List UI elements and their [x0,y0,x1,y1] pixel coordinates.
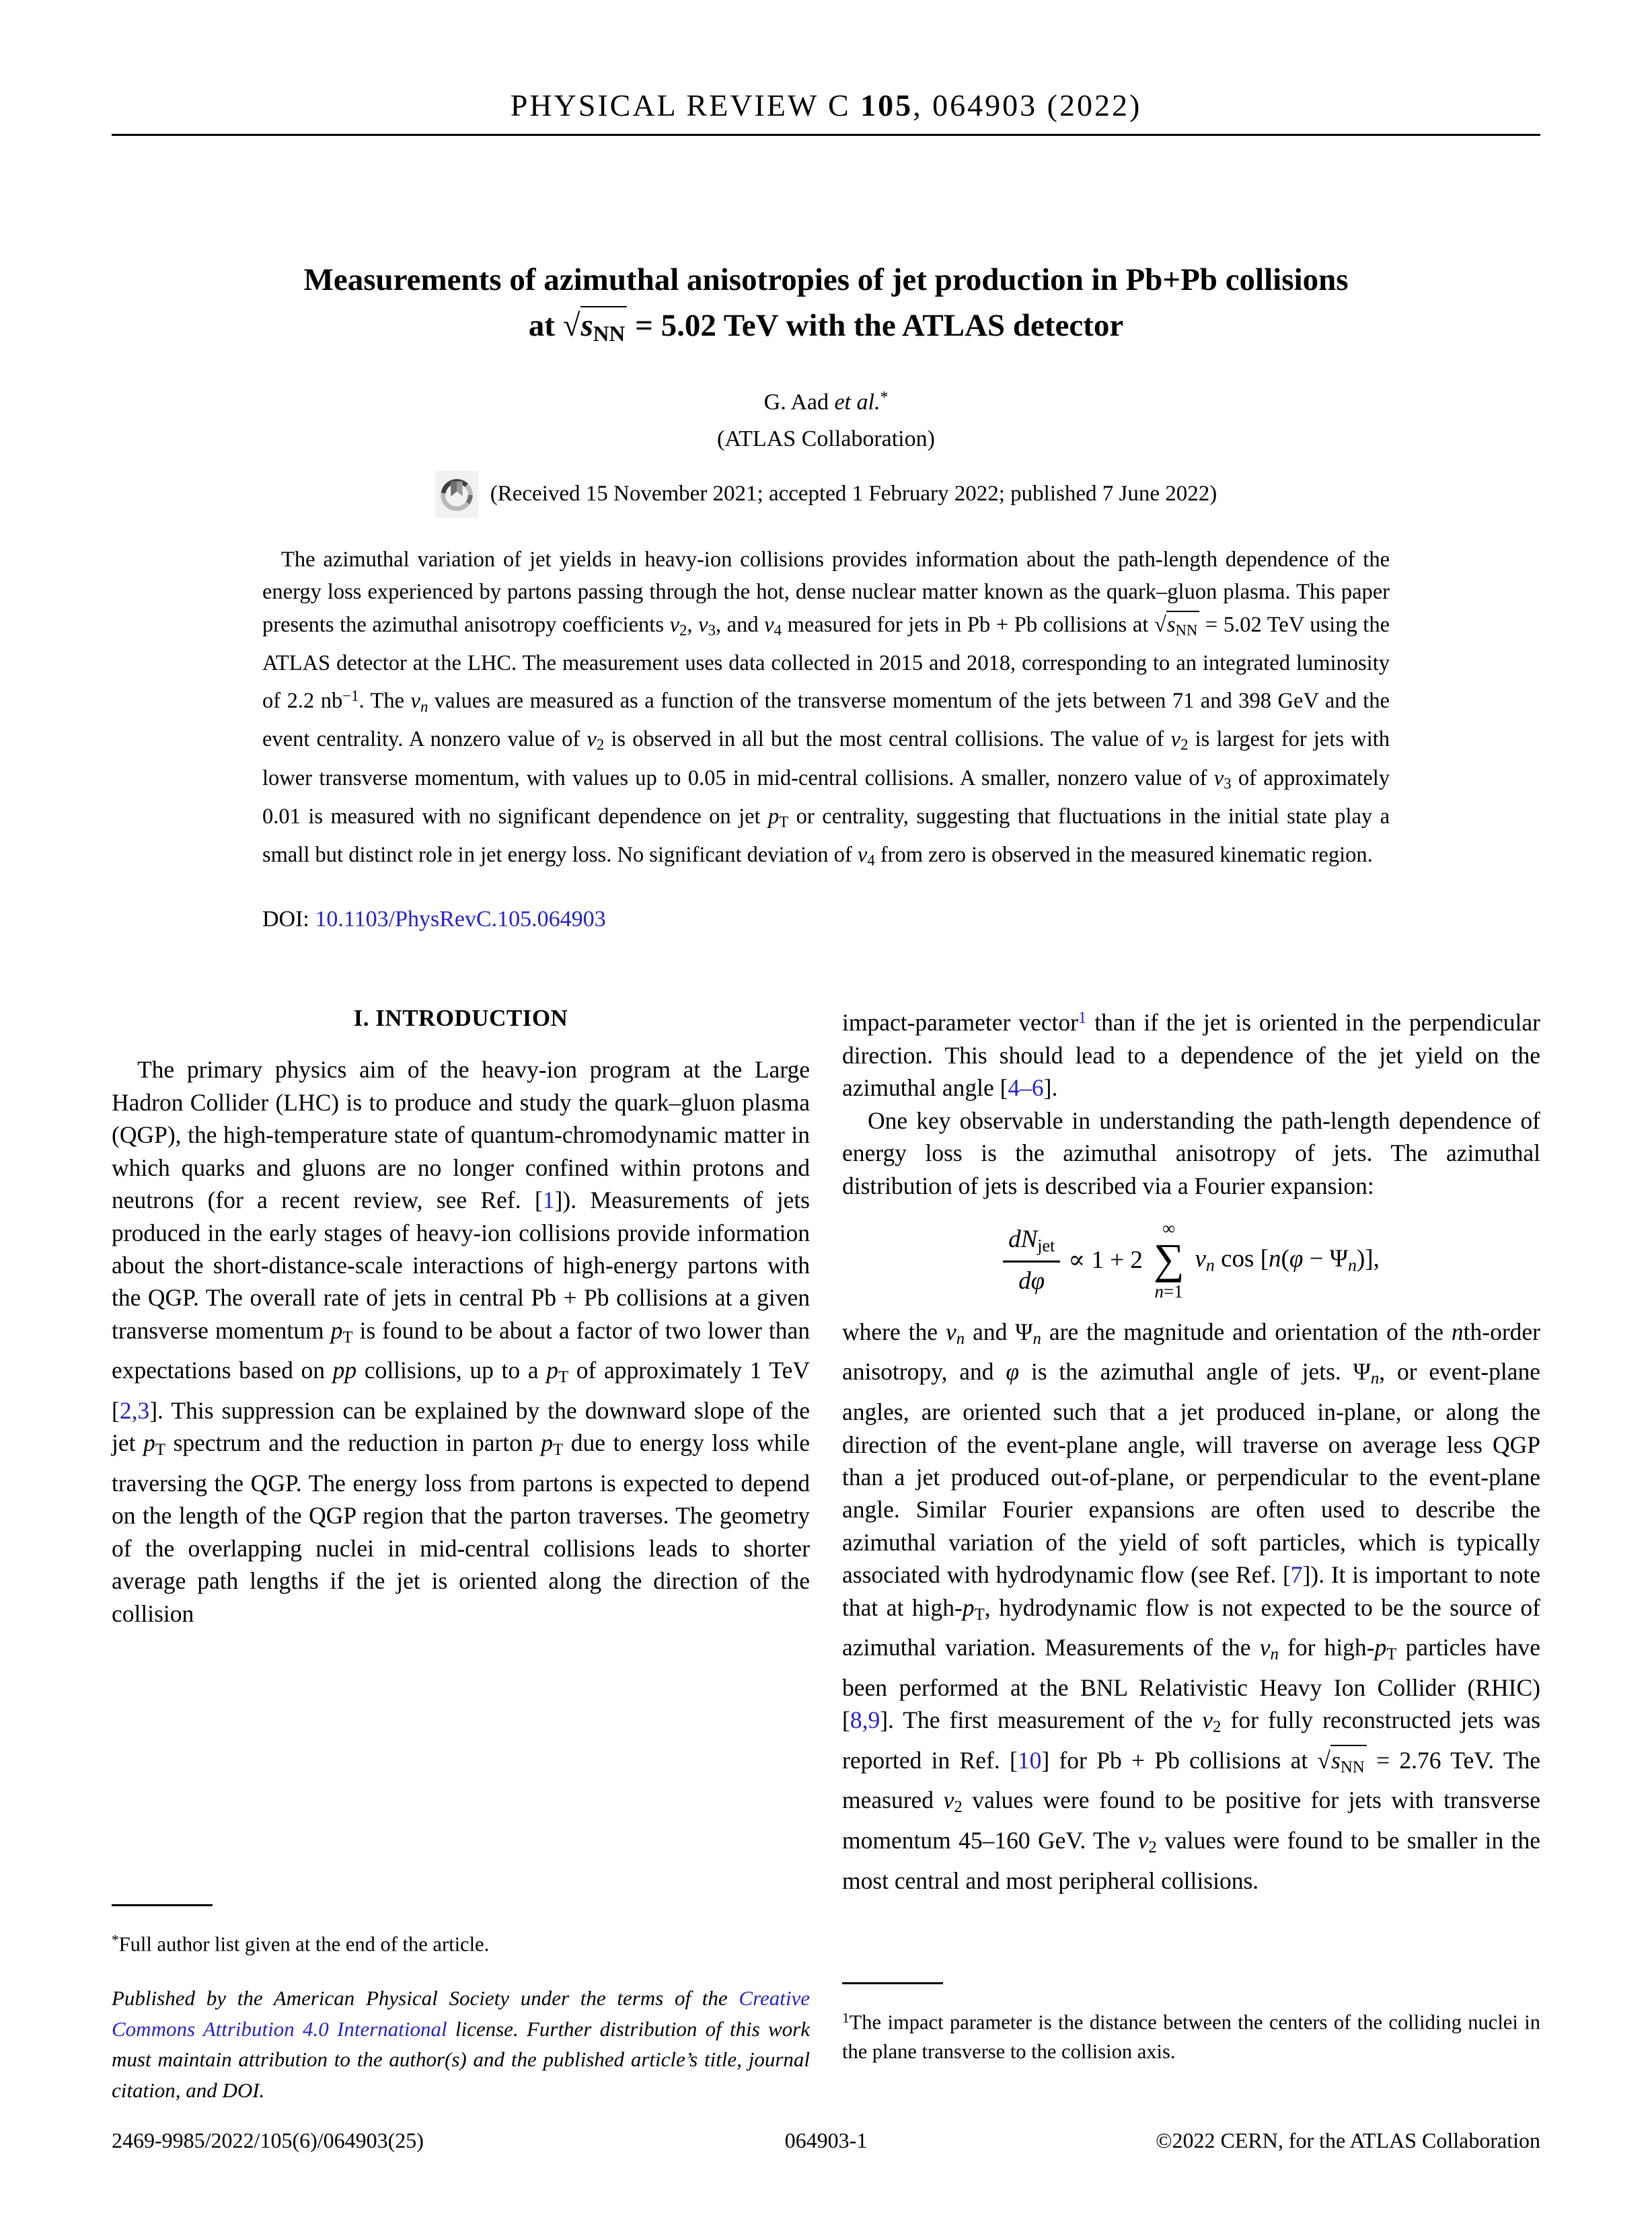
abstract: The azimuthal variation of jet yields in heavy-ion collisions provides information about the path-length dependence of the energy loss experienced by partons passing through the hot, dense nuclear matter known as the quark–gluon plasma. This paper presents the azimuthal anisotropy coefficients $v_2$, $v_3$, and $v_4$ measured for jets in Pb + Pb collisions at $√s_{NN} = 5.02$ TeV using the ATLAS detector at the LHC. The measurement uses data collected in 2015 and 2018, corresponding to an integrated luminosity of 2.2 $nb^{-1}$. The $v_n$ values are measured as a function of the transverse momentum of the jets between 71 and 398 GeV and the event centrality. A nonzero value of $v_2$ is observed in all but the most central collisions. The value of $v_2$ is largest for jets with lower transverse momentum, with values up to 0.05 in mid-central collisions. A smaller, nonzero value of $v_3$ of approximately 0.01 is measured with no significant dependence on jet $p_T$ or centrality, suggesting that fluctuations in the initial state play a small but distinct role in jet energy loss. No significant deviation of $v_4$ from zero is observed in the measured kinematic region. [262,547,1390,869]
intro-paragraph-1: The primary physics aim of the heavy-ion program at the Large Hadron Collider (LHC) is to produce and study the quark–gluon plasma (QGP), the high-temperature state of quantum-chromodynamic matter in which quarks and gluons are no longer confined within protons and neutrons (for a recent review, see Ref. [1]). Measurements of jets produced in the early stages of heavy-ion collisions provide information about the short-distance-scale interactions of high-energy partons with the QGP. The overall rate of jets in central Pb + Pb collisions at a given transverse momentum $p_T$ is found to be about a factor of two lower than expectations based on pp collisions, up to a $p_T$ of approximately 1 TeV [2,3]. This suppression can be explained by the downward slope of the jet $p_T$ spectrum and the reduction in parton $p_T$ due to energy loss while traversing the QGP. The energy loss from partons is expected to depend on the length of the QGP region that the parton traverses. The geometry of the overlapping nuclei in mid-central collisions leads to shorter average path lengths if the jet is oriented along the direction of the collision [112,1056,810,1627]
ref-link-8-9[interactable]: 8,9 [850,1706,880,1734]
ref-link-2-3[interactable]: 2,3 [119,1396,150,1424]
footnote-marker-1[interactable]: 1 [1078,1009,1087,1028]
intro-paragraph-2: impact-parameter vector$^1$ than if the jet is oriented in the perpendicular direction. This should lead to a dependence of the jet yield on the azimuthal angle [4–6]. [842,1009,1540,1102]
intro-paragraph-3: One key observable in understanding the path-length dependence of energy loss is the azimuthal anisotropy of jets. The azimuthal distribution of jets is described via a Fourier expansion: [842,1106,1540,1199]
summation-lower-limit: n=1 [1154,1281,1183,1302]
equation-numerator: $dN_{jet}$ [1003,1225,1060,1262]
intro-paragraph-4: where the $v_n$ and $\Psi_n$ are the magnitude and orientation of the nth-order anisotropy, and φ is the azimuthal angle of jets. $\Psi_n$, or event-plane angles, are oriented such that a jet produced in-plane, or along the direction of the event-plane angle, will traverse on average less QGP than a jet produced out-of-plane, or perpendicular to the event-plane angle. Similar Fourier expansions are often used to describe the azimuthal variation of the yield of soft particles, which is typically associated with hydrodynamic flow (see Ref. [7]). It is important to note that at high-$p_T$, hydrodynamic flow is not expected to be the source of azimuthal variation. Measurements of the $v_n$ for high-$p_T$ particles have been performed at the BNL Relativistic Heavy Ion Collider (RHIC) [8,9]. The first measurement of the $v_2$ for fully reconstructed jets was reported in Ref. [10] for Pb + Pb collisions at $√s_{NN} = 2.76$ TeV. The measured $v_2$ values were found to be positive for jets with transverse momentum 45–160 GeV. The $v_2$ values were found to be smaller in the most central and most peripheral collisions. [842,1318,1541,1894]
journal-header: PHYSICAL REVIEW C 105, 064903 (2022) [510,88,1142,122]
doi-label: DOI: [262,907,309,932]
doi-link[interactable]: 10.1103/PhysRevC.105.064903 [315,907,606,932]
left-footnote-block [112,1904,810,2106]
impact-parameter-footnote: $^1$The impact parameter is the distance between the centers of the colliding nuclei in the plane transverse to the collision axis. [842,2009,1540,2064]
two-column-body [112,1002,1540,2105]
equation-rhs: $v_n$ $\cos [n(\varphi - \Psi_n)]$, [1195,1245,1380,1275]
page-footer [112,2128,1540,2153]
footer-copyright: ©2022 CERN, for the ATLAS Collaboration [1156,2128,1540,2153]
footnote-rule-left [112,1904,213,1906]
ref-link-7[interactable]: 7 [1290,1561,1303,1589]
received-dates: (Received 15 November 2021; accepted 1 February 2022; published 7 June 2022) [490,482,1217,506]
doi-line [262,907,1390,932]
license-paragraph: Published by the American Physical Society under the terms of the Creative Commons Attribution 4.0 International license. Further distribution of this work must maintain attribution to the author(s) and the published article’s title, journal citation, and DOI. [112,1986,810,2102]
footer-issn: 2469-9985/2022/105(6)/064903(25) [112,2128,424,2153]
cc-license-link[interactable]: Creative Commons Attribution 4.0 International [112,1986,810,2041]
equation-fraction [1003,1225,1060,1295]
footer-page-number: 064903-1 [784,2128,868,2153]
equation-summation [1154,1219,1185,1301]
ref-link-4-6[interactable]: 4–6 [1008,1074,1044,1102]
equation-proportional-part: ∝ 1 + 2 [1068,1246,1143,1275]
fourier-expansion-equation [842,1219,1540,1301]
ref-link-10[interactable]: 10 [1017,1746,1042,1774]
ref-link-1[interactable]: 1 [542,1187,555,1214]
crossmark-icon[interactable] [435,471,478,518]
right-column [842,1002,1540,2105]
collaboration-line: (ATLAS Collaboration) [717,426,935,451]
paper-title: Measurements of azimuthal anisotropies of jet production in Pb+Pb collisions at $√s_{NN} = 5.02$ TeV with the ATLAS detector [303,262,1349,347]
authors-line: G. Aad et al.* [763,389,889,415]
page-header [0,0,1652,136]
author-footnote: *Full author list given at the end of the article. [112,1931,490,1956]
summation-upper-limit: ∞ [1162,1218,1176,1239]
received-row [0,471,1652,518]
left-column [112,1002,810,2105]
header-rule [112,134,1540,136]
right-footnote-block [842,1982,1540,2067]
crossmark-badge-graphic [437,474,476,515]
footnote-rule-right [842,1982,943,1984]
equation-denominator: dφ [1018,1267,1045,1295]
section-heading-introduction: I. INTRODUCTION [353,1005,568,1032]
summation-symbol: ∑ [1153,1235,1185,1283]
